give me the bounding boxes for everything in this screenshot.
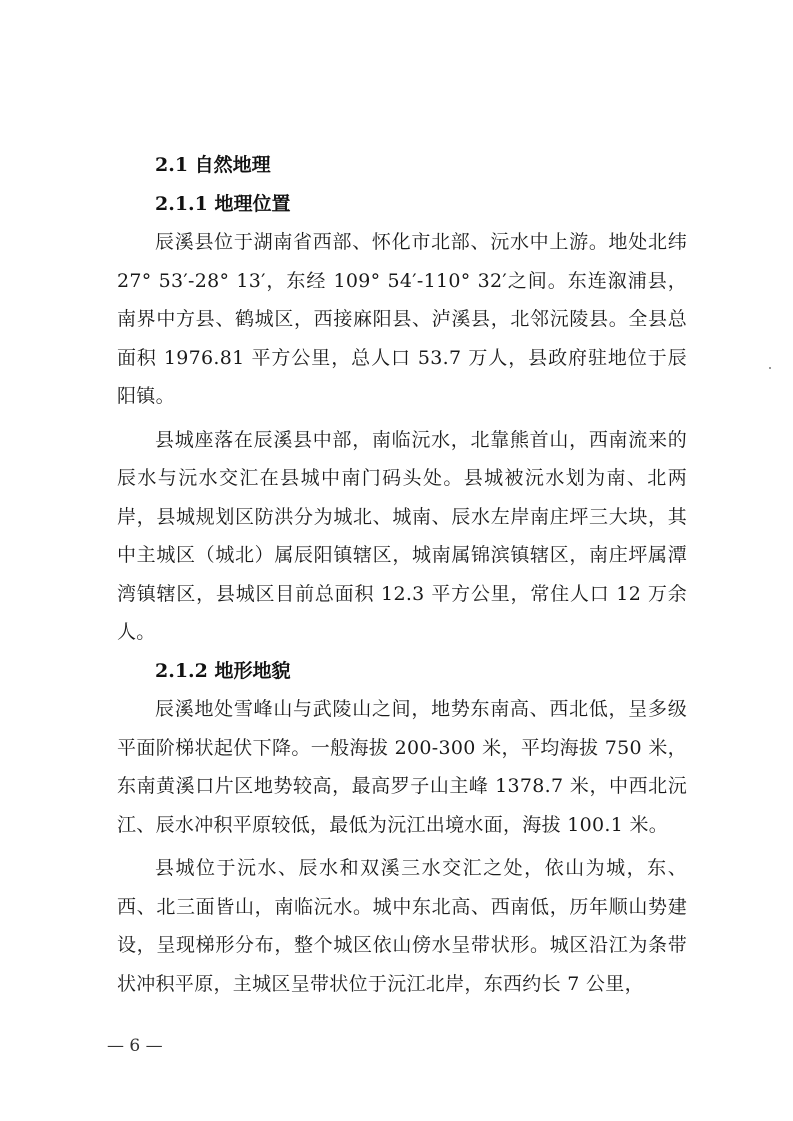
section-heading-natural-geography: 2.1 自然地理	[155, 154, 271, 176]
subsection-heading-terrain: 2.1.2 地形地貌	[155, 659, 291, 682]
subsection-heading-location: 2.1.1 地理位置	[155, 192, 291, 215]
page-number: — 6 —	[107, 1036, 163, 1056]
paragraph-terrain-overview: 辰溪地处雪峰山与武陵山之间，地势东南高、西北低，呈多级平面阶梯状起伏下降。一般海拔 200-300 米，平均海拔 750 米，东南黄溪口片区地势较高，最高罗子山主峰 1378.7 米，中西北沅江、辰水冲积平原较低，最低为沅江出境水面，海拔 100.1 米。	[117, 698, 687, 836]
paragraph-city-terrain: 县城位于沅水、辰水和双溪三水交汇之处，依山为城，东、西、北三面皆山，南临沅水。城中东北高、西南低，历年顺山势建设，呈现梯形分布，整个城区依山傍水呈带状形。城区沿江为条带状冲积平原，主城区呈带状位于沅江北岸，东西约长 7 公里，	[117, 857, 687, 995]
scan-speck	[769, 367, 771, 369]
document-body	[117, 146, 687, 1003]
paragraph-location-overview: 辰溪县位于湖南省西部、怀化市北部、沅水中上游。地处北纬 27° 53′-28° 13′，东经 109° 54′-110° 32′之间。东连溆浦县，南界中方县、鹤城区，西接麻阳县、泸溪县，北邻沅陵县。全县总面积 1976.81 平方公里，总人口 53.7 万人，县政府驻地位于辰阳镇。	[117, 231, 687, 407]
paragraph-county-seat: 县城座落在辰溪县中部，南临沅水，北靠熊首山，西南流来的辰水与沅水交汇在县城中南门码头处。县城被沅水划为南、北两岸，县城规划区防洪分为城北、城南、辰水左岸南庄坪三大块，其中主城区（城北）属辰阳镇辖区，城南属锦滨镇辖区，南庄坪属潭湾镇辖区，县城区目前总面积 12.3 平方公里，常住人口 12 万余人。	[117, 428, 687, 643]
